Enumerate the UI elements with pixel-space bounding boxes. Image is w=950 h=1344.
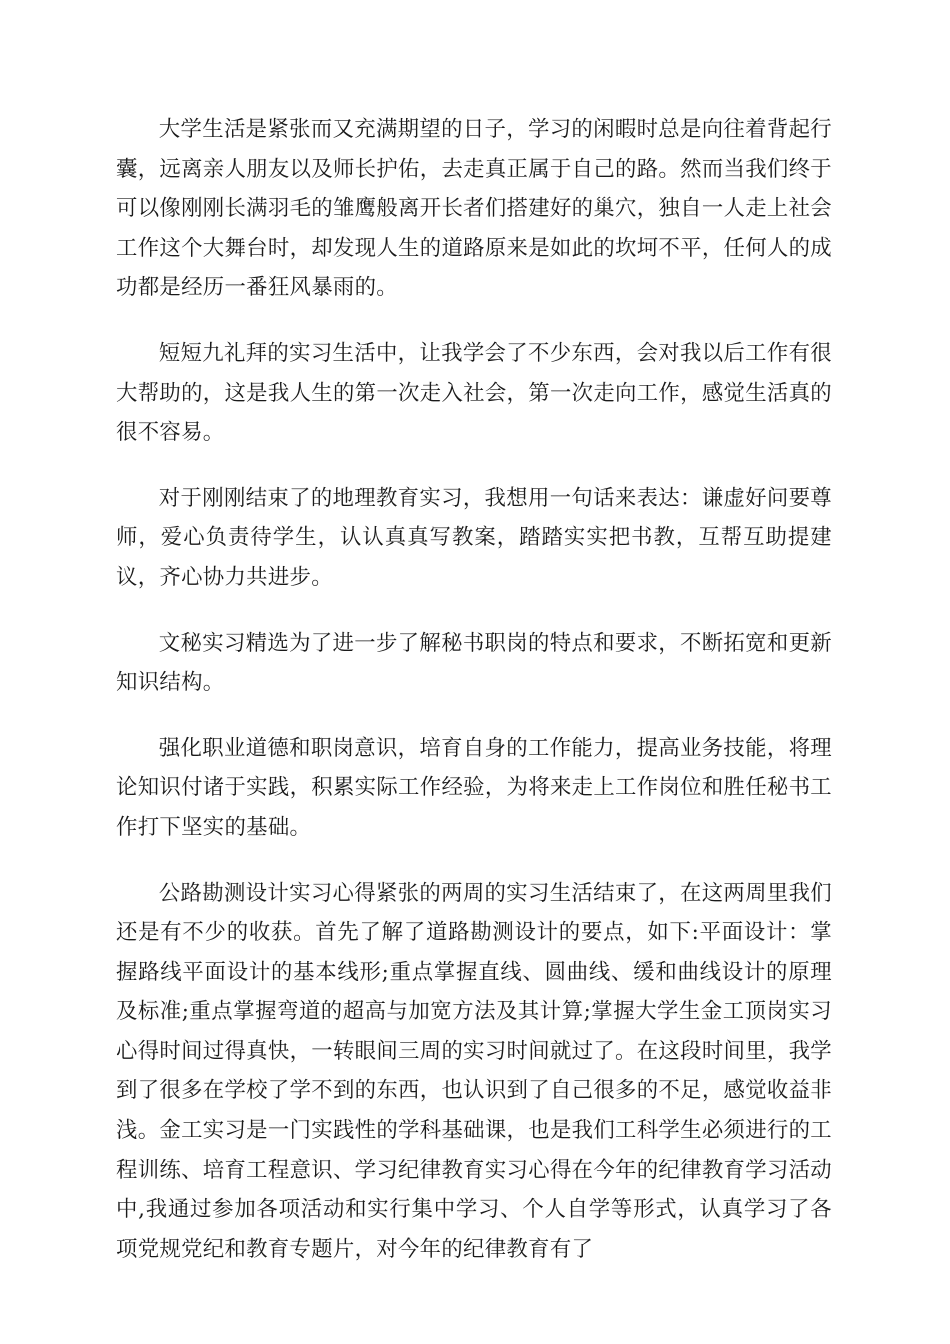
document-body	[116, 110, 832, 1295]
paragraph-2: 短短九礼拜的实习生活中，让我学会了不少东西，会对我以后工作有很大帮助的，这是我人生的第一次走入社会，第一次走向工作，感觉生活真的很不容易。	[116, 340, 832, 446]
paragraph-4: 文秘实习精选为了进一步了解秘书职岗的特点和要求，不断拓宽和更新知识结构。	[116, 630, 832, 696]
paragraph-6: 公路勘测设计实习心得紧张的两周的实习生活结束了，在这两周里我们还是有不少的收获。首先了解了道路勘测设计的要点，如下:平面设计：掌握路线平面设计的基本线形;重点掌握直线、圆曲线、缓和曲线设计的原理及标准;重点掌握弯道的超高与加宽方法及其计算;掌握大学生金工顶岗实习心得时间过得真快，一转眼间三周的实习时间就过了。在这段时间里，我学到了很多在学校了学不到的东西，也认识到了自己很多的不足，感觉收益非浅。金工实习是一门实践性的学科基础课，也是我们工科学生必须进行的工程训练、培育工程意识、学习纪律教育实习心得在今年的纪律教育学习活动中,我通过参加各项活动和实行集中学习、个人自学等形式，认真学习了各项党规党纪和教育专题片，对今年的纪律教育有了	[116, 880, 832, 1262]
paragraph-3: 对于刚刚结束了的地理教育实习，我想用一句话来表达：谦虚好问要尊师，爱心负责待学生，认认真真写教案，踏踏实实把书教，互帮互助提建议，齐心协力共进步。	[116, 485, 832, 590]
paragraph-5: 强化职业道德和职岗意识，培育自身的工作能力，提高业务技能，将理论知识付诸于实践，积累实际工作经验，为将来走上工作岗位和胜任秘书工作打下坚实的基础。	[116, 735, 832, 840]
paragraph-1: 大学生活是紧张而又充满期望的日子，学习的闲暇时总是向往着背起行囊，远离亲人朋友以及师长护佑，去走真正属于自己的路。然而当我们终于可以像刚刚长满羽毛的雏鹰般离开长者们搭建好的巢穴，独自一人走上社会工作这个大舞台时，却发现人生的道路原来是如此的坎坷不平，任何人的成功都是经历一番狂风暴雨的。	[116, 117, 832, 301]
